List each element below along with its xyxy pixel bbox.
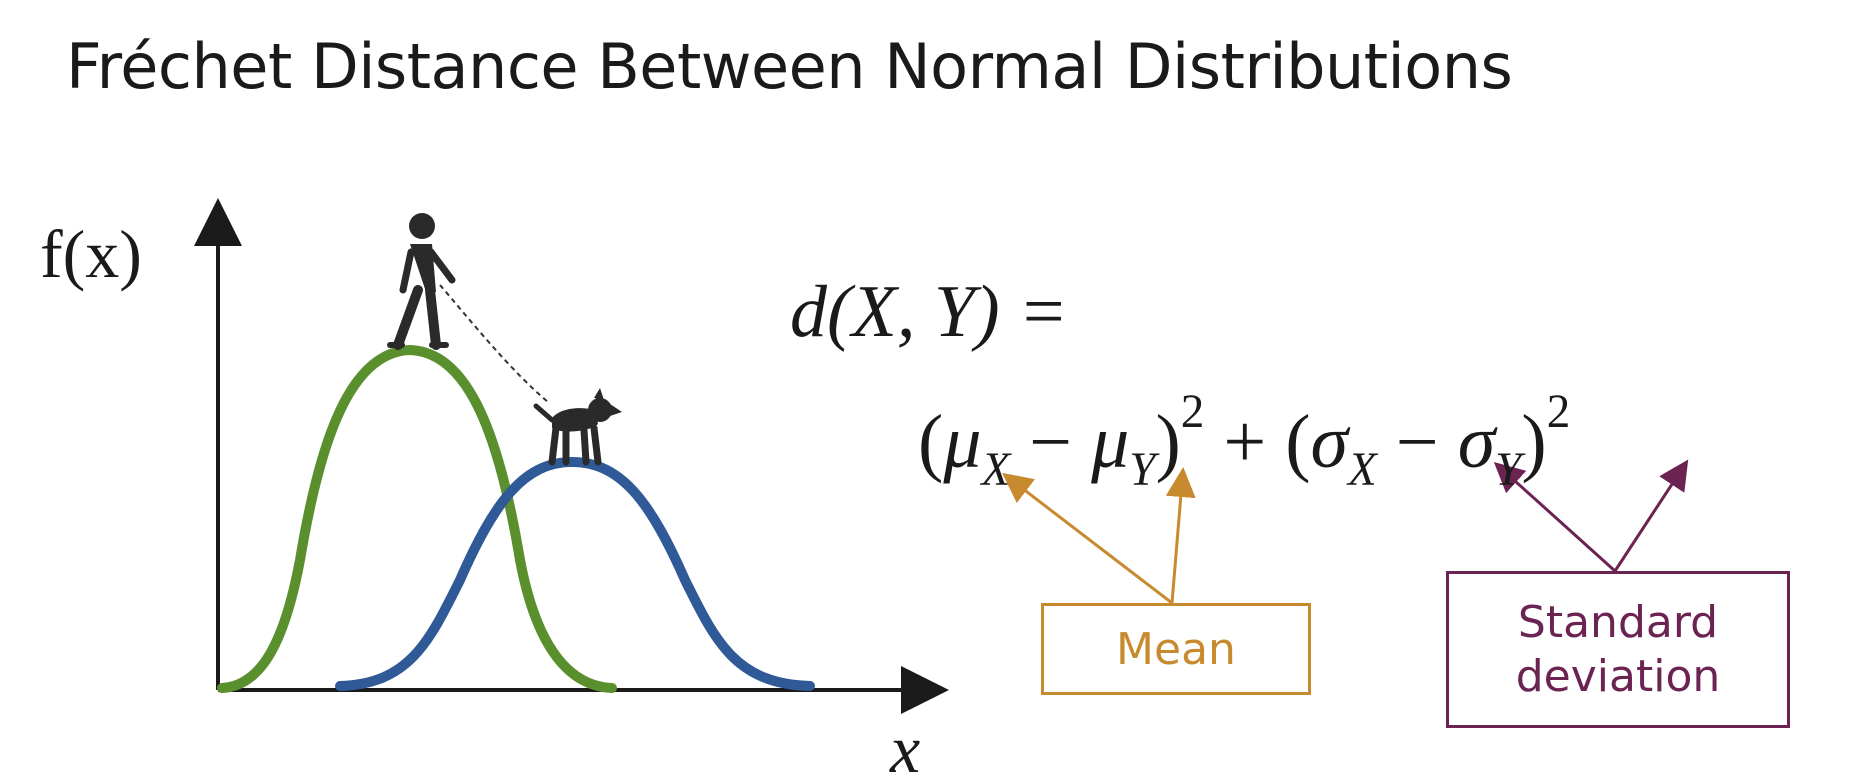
blue-distribution-curve xyxy=(340,462,810,686)
mu-x-symbol: μ xyxy=(943,400,982,485)
sigma-x-subscript: X xyxy=(1348,443,1377,496)
person-walking-icon xyxy=(390,213,452,345)
mean-annotation-label: Mean xyxy=(1116,623,1236,675)
mu-x-subscript: X xyxy=(981,443,1011,496)
plus-sign: + xyxy=(1223,400,1267,485)
green-distribution-curve xyxy=(222,350,612,688)
sigma-y-symbol: σ xyxy=(1457,400,1496,485)
minus-std: − xyxy=(1395,400,1439,485)
formula-lhs xyxy=(790,270,1068,355)
mu-y-subscript: Y xyxy=(1129,443,1156,496)
sigma-y-subscript: Y xyxy=(1495,443,1522,496)
dog-icon xyxy=(536,388,622,462)
mean-arrow-to-mu-y xyxy=(1172,482,1182,603)
y-axis-label: f(x) xyxy=(40,216,142,292)
std-arrow-to-sigma-y xyxy=(1615,472,1680,571)
slide-title: Fréchet Distance Between Normal Distributions xyxy=(66,30,1513,103)
mean-square-exponent: 2 xyxy=(1180,386,1205,438)
sigma-x-symbol: σ xyxy=(1310,400,1349,485)
x-axis-label: x xyxy=(890,711,921,778)
leash-line xyxy=(440,285,548,402)
std-annotation-box xyxy=(1446,571,1790,728)
formula-lhs-text: d(X, Y) = xyxy=(790,271,1069,353)
mu-y-symbol: μ xyxy=(1091,400,1130,485)
std-annotation-label: Standard deviation xyxy=(1515,596,1721,702)
mean-annotation-box xyxy=(1041,603,1311,695)
std-square-exponent: 2 xyxy=(1546,386,1571,438)
formula-rhs: $(\mu_X - \mu_Y)^2 + (\sigma_X - \sigma_Y)^2$ xyxy=(918,386,1571,496)
mean-arrow-to-mu-x xyxy=(1014,482,1172,603)
minus-mean: − xyxy=(1029,400,1073,485)
